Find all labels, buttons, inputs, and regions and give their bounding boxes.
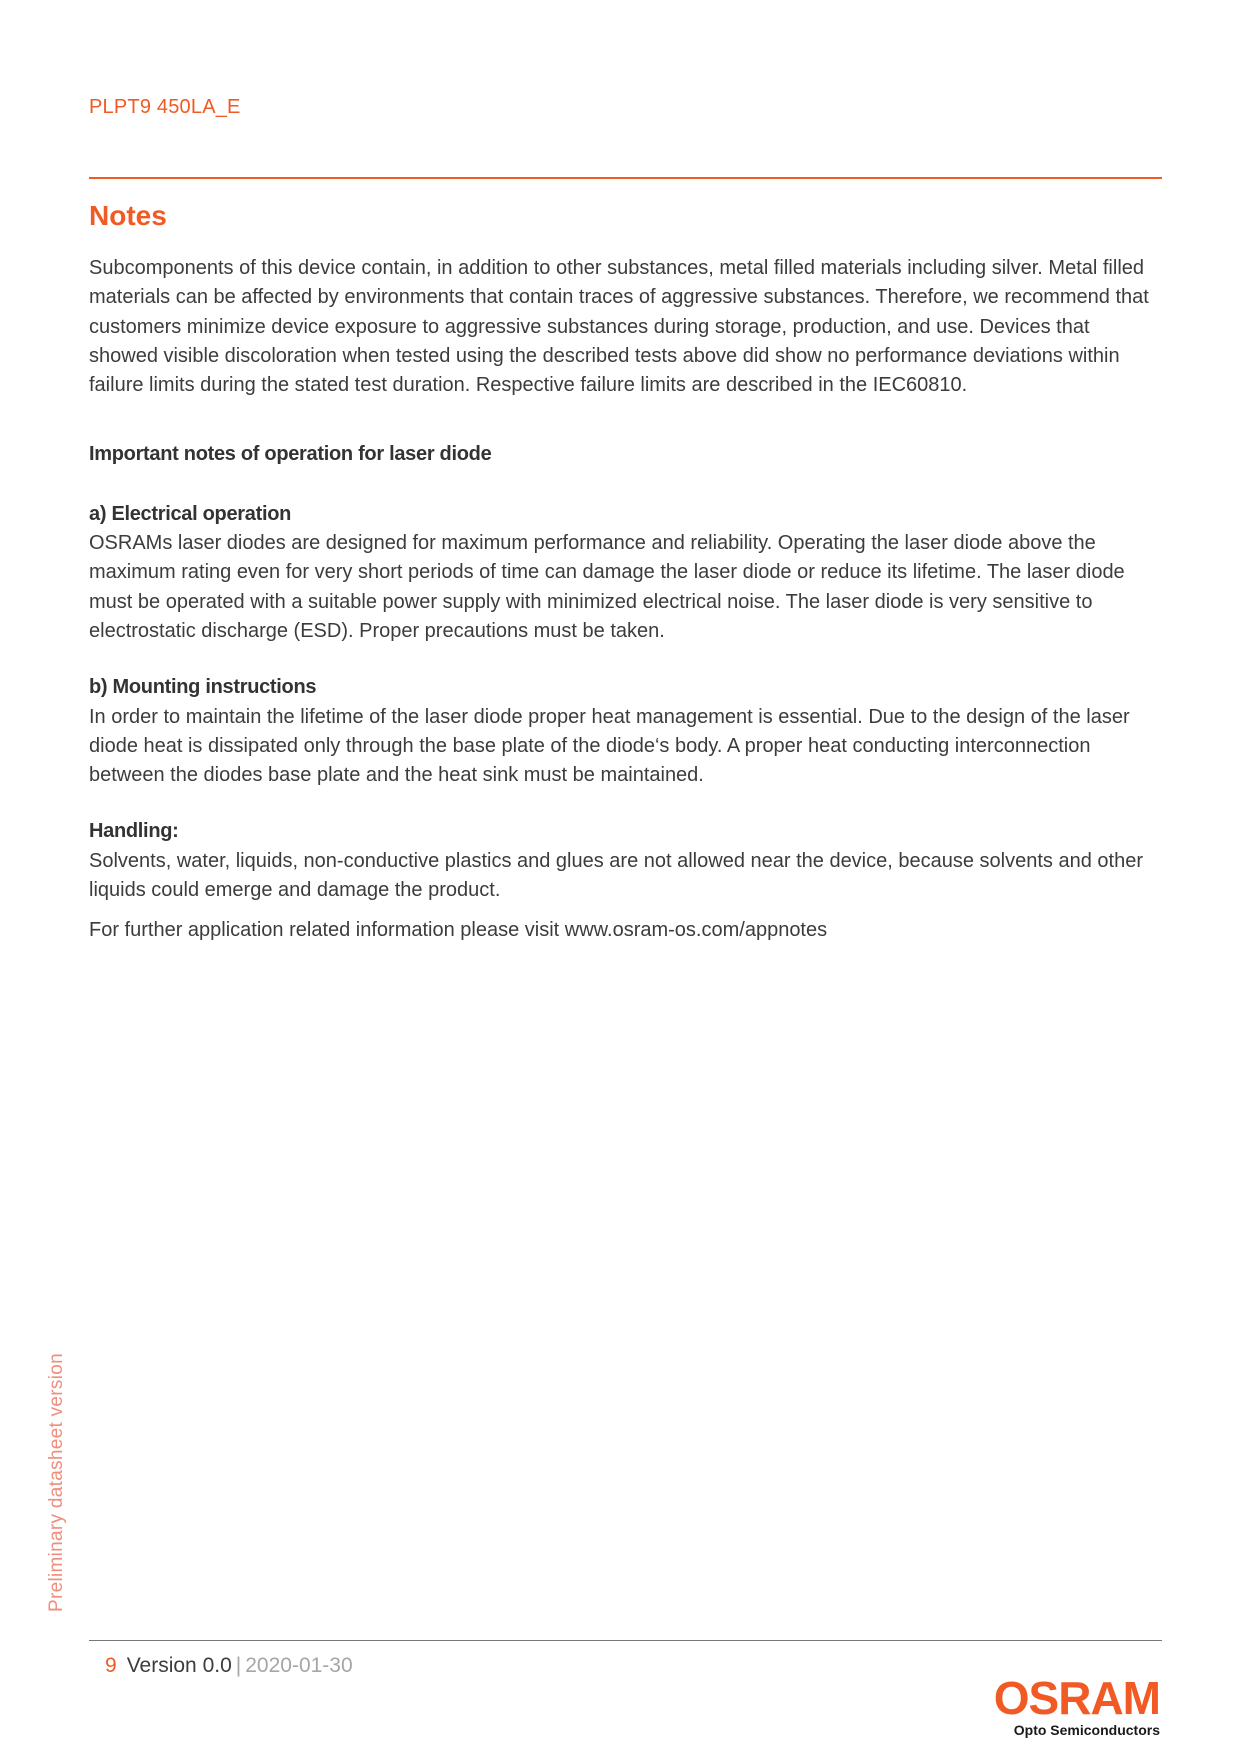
osram-logo (993, 1672, 1160, 1738)
handling-text: Solvents, water, liquids, non-conductive plastics and glues are not allowed near the device, because solvents and other liquids could emerge and damage the product. (89, 849, 1143, 902)
page-number: 9 (105, 1654, 117, 1677)
electrical-operation-text: OSRAMs laser diodes are designed for maximum performance and reliability. Operating the laser diode above the maximum rating even for very short periods of time can damage the laser diode or reduce its lifetime. The laser diode must be operated with a suitable power supply with minimized electrical noise. The laser diode is very sensitive to electrostatic discharge (ESD). Proper precautions must be taken. (89, 532, 1125, 642)
electrical-operation-heading: a) Electrical operation (89, 502, 292, 525)
page-footer (105, 1654, 353, 1678)
further-info-text: For further application related information please visit www.osram-os.com/appnotes (89, 919, 828, 942)
logo-subtitle: Opto Semiconductors (1013, 1722, 1160, 1738)
preliminary-version-label: Preliminary datasheet version (46, 1353, 67, 1612)
mounting-instructions-heading: b) Mounting instructions (89, 676, 317, 699)
footer-separator: | (235, 1654, 242, 1677)
notes-body (89, 254, 1154, 946)
version-label: Version 0.0 (126, 1654, 232, 1677)
mounting-instructions-text: In order to maintain the lifetime of the laser diode proper heat management is essential. Due to the design of the laser diode heat is dissipated only through the base plate of the diode‘s body. A proper heat conducting interconnection between the diodes base plate and the heat sink must be maintained. (89, 705, 1130, 787)
header-divider (89, 177, 1162, 179)
release-date: 2020-01-30 (245, 1654, 353, 1677)
document-id: PLPT9 450LA_E (89, 96, 241, 118)
handling-heading: Handling: (89, 820, 179, 843)
footer-divider (89, 1640, 1162, 1641)
intro-paragraph: Subcomponents of this device contain, in addition to other substances, metal filled materials including silver. Metal filled materials can be affected by environments that contain traces of aggressive substances. Therefore, we recommend that customers minimize device exposure to aggressive substances during storage, production, and use. Devices that showed visible discoloration when tested using the described tests above did show no performance deviations within failure limits during the stated test duration. Respective failure limits are described in the IEC60810. (89, 257, 1149, 397)
logo-wordmark: OSRAM (993, 1672, 1160, 1724)
page-title: Notes (89, 200, 167, 231)
important-notes-heading: Important notes of operation for laser diode (89, 443, 492, 466)
